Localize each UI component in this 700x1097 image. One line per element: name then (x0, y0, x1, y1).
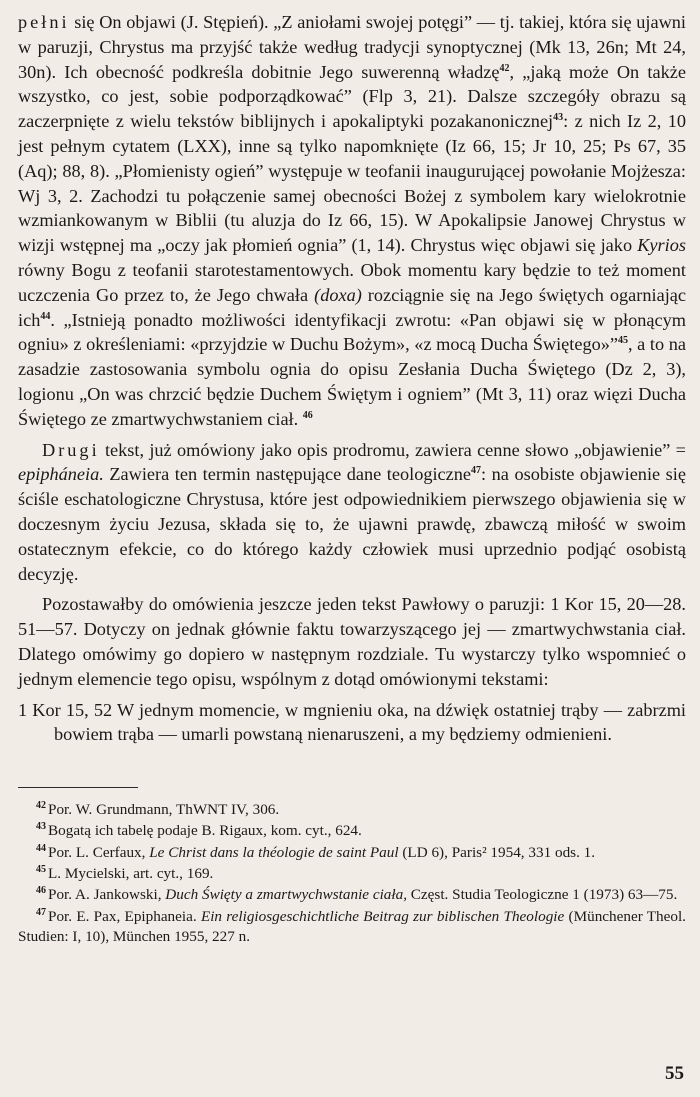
footnote (18, 885, 686, 905)
text-run: tekst, już omówiony jako opis prodromu, zawiera cenne słowo „objawienie” = (99, 439, 686, 460)
footnote-ref-45[interactable]: 45 (618, 335, 628, 347)
footnote-text: L. Mycielski, art. cyt., 169. (48, 865, 214, 882)
footnote-ref-46[interactable]: 46 (302, 409, 313, 421)
footnote-text: Por. A. Jankowski, (48, 886, 166, 904)
footnote-ref-43[interactable]: 43 (553, 112, 564, 124)
paragraph-3: Pozostawałby do omówienia jeszcze jeden tekst Pawłowy o paruzji: 1 Kor 15, 20—28. 51—57. Dotyczy on jednak głównie faktu towarzyszącego jej — zmartwychwstania ciał. Dlatego omówimy go dopiero w następnym rozdziale. Tu wystarczy tylko wspomnieć o jednym elemencie tego opisu, wspólnym z dotąd omówionymi tekstami: (18, 594, 686, 689)
footnotes (18, 800, 686, 947)
footnote-text: (LD 6), Paris² 1954, 331 ods. 1. (398, 843, 596, 861)
page-number: 55 (665, 1063, 684, 1084)
footnote-italic: Le Christ dans la théologie de saint Paul (149, 843, 399, 861)
text-run: równy Bogu z teofanii starotestamentowych. Obok momentu kary będzie to też moment uczczenia Go przez to, że Jego chwała (18, 259, 686, 305)
footnote (18, 843, 686, 863)
footnote (18, 907, 686, 948)
text-run: , a to na zasadzie zastosowania symbolu ognia do opisu Zesłania Ducha Świętego (Dz 2, 3), logionu „On was chrzcić będzie Duchem Świętym i ogniem” (Mt 3, 11) oraz więzi Ducha Świętego ze zmartwychwstaniem ciał. (18, 334, 686, 429)
footnote-number: 45 (36, 863, 46, 875)
footnote-italic: Duch Święty a zmartwychwstanie ciała, (165, 886, 407, 904)
footnote-italic: Ein religiosgeschichtliche Beitrag zur biblischen Theologie (200, 907, 565, 925)
footnote-number: 47 (36, 906, 46, 918)
text-run: rozciągnie się na Jego świętych ogarniając ich (18, 284, 686, 330)
paragraph-1 (18, 10, 686, 432)
footnote-text: Bogatą ich tabelę podaje B. Rigaux, kom. cyt., 624. (48, 822, 362, 840)
text-run: : z nich Iz 2, 10 jest pełnym cytatem (LXX), inne są tylko napomknięte (Iz 66, 15; Jr 10, 25; Ps 67, 35 (Aq); 88, 8). „Płomienisty ogień” występuje w teofanii inaugurującej powołanie Mojżesza: Wj 3, 2. Zachodzi tu połączenie samej obecności Bożej z symbolem kary wielokrotnie wzmiankowanym w Biblii (tu aluzja do Iz 66, 15). W Apokalipsie Janowej Chrystus w wizji wstępnej ma „oczy jak płomień ognia” (1, 14). Chrystus więc objawi się jako (18, 111, 686, 256)
footnote-ref-44[interactable]: 44 (40, 310, 51, 322)
footnote-text: Por. W. Grundmann, ThWNT IV, 306. (48, 801, 280, 819)
text-run: . „Istnieją ponadto możliwości identyfikacji zwrotu: «Pan objawi się w płonącym ogniu» z określeniami: «przyjdzie w Duchu Bożym», «z mocą Ducha Świętego»” (18, 309, 686, 355)
footnote-number: 43 (36, 821, 46, 833)
text-run: , „jaką może On także wszystko, co jest, sobie podporządkować” (Flp 3, 21). Dalsze szczegóły obrazu są zaczerpnięte z wielu tekstów biblijnych i apokaliptyki pozakanonicznej (18, 61, 686, 132)
footnote (18, 800, 686, 820)
footnote-ref-42[interactable]: 42 (499, 62, 510, 74)
footnote-ref-47[interactable]: 47 (471, 465, 482, 477)
italic-term: (doxa) (314, 284, 362, 305)
footnote-text: Por. L. Cerfaux, (48, 843, 150, 861)
footnote (18, 864, 686, 884)
footnote-text: Por. E. Pax, Epiphaneia. (48, 907, 201, 925)
footnote-number: 42 (36, 800, 46, 812)
spaced-word: pełni (18, 12, 70, 32)
text-run: : na osobiste objawienie się ściśle eschatologiczne Chrystusa, które jest odpowiednikiem pierwszego objawienia się w doczesnym życiu Jezusa, składa się to, że ujawni prawdę, zbawczą miłość w swoim ostatecznym efekcie, co do którego każdy człowiek musi uprzednio podjąć osobistą decyzję. (18, 464, 686, 584)
footnote-number: 46 (36, 885, 46, 897)
footnote (18, 821, 686, 841)
scripture-quote: 1 Kor 15, 52 W jednym momencie, w mgnieniu oka, na dźwięk ostatniej trąby — zabrzmi bowiem trąba — umarli powstaną nienaruszeni, a my będziemy odmienieni. (18, 699, 686, 745)
footnote-text: (Münchener Theol. Studien: I, 10), München 1955, 227 n. (18, 907, 686, 945)
spaced-word: Drugi (42, 439, 100, 460)
italic-term: epipháneia. (18, 464, 104, 485)
text-run: Zawiera ten termin następujące dane teologiczne (103, 464, 472, 485)
footnote-text: Częst. Studia Teologiczne 1 (1973) 63—75. (407, 886, 678, 904)
footnote-number: 44 (36, 842, 46, 854)
text-run: się On objawi (J. Stępień). „Z aniołami swojej potęgi” — tj. takiej, która się ujawni w paruzji, Chrystus ma przyjść także według tradycji synoptycznej (Mk 13, 26n; Mt 24, 30n). Ich obecność podkreśla dobitnie Jego suwerenną władzę (18, 12, 686, 82)
italic-term: Kyrios (637, 235, 686, 256)
footnote-divider (18, 787, 138, 788)
main-text (18, 10, 686, 747)
paragraph-2 (18, 438, 686, 587)
